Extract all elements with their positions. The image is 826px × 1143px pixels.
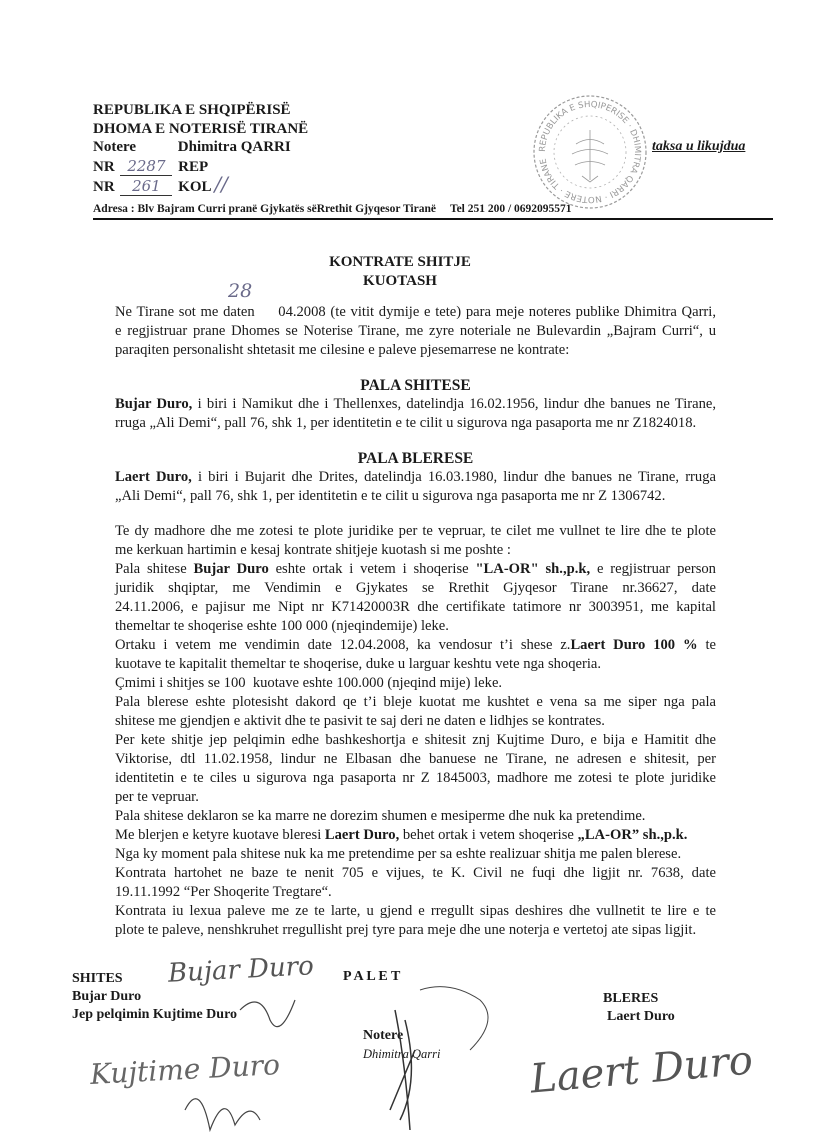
kol-number: 261 <box>120 177 172 196</box>
buyer-label: BLERES <box>603 991 659 1006</box>
notary-seal-stamp <box>530 92 650 212</box>
kol-line <box>93 172 308 196</box>
text-line <box>115 636 716 655</box>
paragraph-gap <box>115 506 716 522</box>
seller-handwritten-signature: Bujar Duro <box>167 951 315 989</box>
contract-paragraph <box>115 845 716 864</box>
text-line <box>115 864 716 883</box>
seal-text: REPUBLIKA E SHQIPERISE · DHIMITRA QARRI · NOTERE · TIRANE <box>537 99 643 205</box>
rep-number: 2287 <box>120 157 172 176</box>
text-line <box>115 655 716 674</box>
text-line <box>115 883 716 902</box>
text-line <box>115 826 716 845</box>
party-section <box>115 433 716 506</box>
notary-sign-label: Notere <box>363 1028 404 1043</box>
tax-paid-note: taksa u likujdua <box>652 139 746 154</box>
text: kuotave te kapitalit themeltar te shoqerise, duke u larguar keshtu vete nga shoqeria. <box>115 656 602 672</box>
text: Ortaku i vetem me vendimin date 12.04.2008, ka vendosur t’i shese z. <box>115 637 571 653</box>
text: Nga ky moment pala shitese nuk ka me pretendime per sa eshte realizuar shitja me palen blerese. <box>115 846 682 862</box>
paragraph-gap <box>115 433 716 449</box>
text-line <box>115 579 716 598</box>
bold-text: "LA-OR" sh.,p.k, <box>475 561 591 577</box>
text: juridik shqiptar, me Vendimin e Gjykates se Rrethit Gjyqesor Tirane nr.36627, date <box>115 580 716 596</box>
text: rruga „Ali Demi“, pall 76, shk 1, per identitetin e te cilit u sigurova nga pasaporta me nr Z1824018. <box>115 415 697 431</box>
text: Pala shitese deklaron se ka marre ne dorezim shumen e mesiperme dhe nuk ka pretendime. <box>115 808 646 824</box>
bold-text: Laert Duro, <box>115 469 192 485</box>
bold-text: Laert Duro 100 % <box>570 637 698 653</box>
republic-line: REPUBLIKA E SHQIPËRISË <box>93 102 291 118</box>
text: per te vepruar. <box>115 789 199 805</box>
text: Me blerjen e ketyre kuotave bleresi <box>115 827 325 843</box>
chamber-line: DHOMA E NOTERISË TIRANË <box>93 120 309 137</box>
text: identitetin e te ciles u sigurova nga pasaporta nr Z 1845003, madhore me zotesi te plote juridike <box>115 770 716 786</box>
text: 24.11.2006, e pajisur me Nipt nr K71420003R dhe certifikate tatimore nr 3003951, me kapital <box>115 599 716 615</box>
text: Viktorise, dtl 11.02.1958, lindur ne Elbasan dhe banuese ne Tirane, ne adresen e shitesit, per <box>115 751 716 767</box>
contract-paragraph <box>115 693 716 731</box>
text-line <box>115 731 716 750</box>
contract-paragraph <box>115 902 716 940</box>
text: eshte ortak i vetem i shoqerise <box>268 561 476 577</box>
eagle-emblem-icon <box>572 130 608 182</box>
text-line <box>115 807 716 826</box>
text-line <box>115 322 716 341</box>
notary-line <box>93 138 308 157</box>
text: e regjistruar person <box>590 561 716 577</box>
text: Ne Tirane sot me daten 04.2008 (te vitit dymije e tete) para meje noteres publike Dhimitra Qarri, <box>115 304 716 320</box>
notary-label: Notere <box>93 139 137 155</box>
signature-scribbles <box>150 960 710 1143</box>
bold-text: Laert Duro, <box>324 827 400 843</box>
contract-paragraph <box>115 636 716 674</box>
kol-handwritten-mark: // <box>214 172 228 196</box>
text-line <box>115 769 716 788</box>
paragraph-gap <box>115 360 716 376</box>
text-line <box>115 341 716 360</box>
text-line <box>115 522 716 541</box>
rep-label: REP <box>178 158 209 175</box>
text: behet ortak i vetem shoqerise <box>399 827 578 843</box>
text: me kerkuan hartimin e kesaj kontrate shitjeje kuotash si me poshte : <box>115 542 511 558</box>
handwritten-day: 28 <box>228 280 253 302</box>
contract-paragraph <box>115 864 716 902</box>
text-line <box>115 921 716 940</box>
text-line <box>115 845 716 864</box>
contract-body <box>115 303 716 940</box>
text: Pala shitese <box>115 561 194 577</box>
rep-nr-label: NR <box>93 158 115 175</box>
notary-name: Dhimitra QARRI <box>177 139 291 155</box>
text: Kontrata iu lexua paleve me ze te larte, u gjend e rregullt sipas deshires dhe vullnetit te lire e te <box>115 903 716 919</box>
bold-text: Bujar Duro <box>193 561 269 577</box>
section-heading: PALA SHITESE <box>360 377 471 394</box>
rep-line <box>93 157 308 176</box>
text: 19.11.1992 “Per Shoqerite Tregtare“. <box>115 884 332 900</box>
text-line <box>115 750 716 769</box>
contract-paragraph <box>115 506 716 560</box>
text-line <box>115 617 716 636</box>
text-line <box>115 674 716 693</box>
text: Per kete shitje jep pelqimin edhe bashkeshortja e shitesit znj Kujtime Duro, e bija e Hamitit dhe <box>115 732 716 748</box>
kol-label: KOL <box>178 179 211 195</box>
title-line-2: KUOTASH <box>363 273 437 289</box>
address-line <box>93 202 773 220</box>
notary-sign-name: Dhimitra Qarri <box>363 1047 441 1061</box>
text-line <box>115 788 716 807</box>
buyer-handwritten-signature: Laert Duro <box>528 1037 755 1103</box>
contract-paragraph <box>115 560 716 636</box>
seller-label: SHITES <box>72 971 123 986</box>
text: themeltar te shoqerise eshte 100 000 (njeqindemije) leke. <box>115 618 449 634</box>
text: Pala blerese eshte plotesisht dakord qe t’i bleje kuotat me kushtet e vena sa me siper nga pala <box>115 694 716 710</box>
spouse-consent: Jep pelqimin Kujtime Duro <box>72 1007 238 1022</box>
contract-paragraph <box>115 826 716 845</box>
text: i biri i Namikut dhe i Thellenxes, datelindja 16.02.1956, lindur dhe banues ne Tirane, <box>192 396 717 412</box>
text-line <box>115 395 716 414</box>
text-line <box>115 598 716 617</box>
telephone: Tel 251 200 / 0692095571 <box>449 203 572 215</box>
title-line-1: KONTRATE SHITJE <box>329 254 471 270</box>
buyer-name: Laert Duro <box>607 1009 675 1024</box>
spouse-handwritten-signature: Kujtime Duro <box>89 1048 281 1091</box>
text-line <box>115 693 716 712</box>
text-line <box>115 902 716 921</box>
bold-text: „LA-OR” sh.,p.k. <box>577 827 688 843</box>
contract-paragraph <box>115 731 716 807</box>
text: shitese me gjendjen e aktivit dhe te pasivit te saj deri ne daten e lidhjes se kontrates. <box>115 713 605 729</box>
text: Kontrata hartohet ne baze te nenit 705 e vijues, te K. Civil ne fuqi dhe ligjit nr. 7638, date <box>115 865 716 881</box>
party-section <box>115 360 716 433</box>
text: paraqiten personalisht shtetasit me cilesine e paleve pjesemarrese ne kontrate: <box>115 342 570 358</box>
text: Çmimi i shitjes se 100 kuotave eshte 100.000 (njeqind mije) leke. <box>115 675 503 691</box>
text: i biri i Bujarit dhe Drites, datelindja 16.03.1980, lindur dhe banues ne Tirane, rruga <box>191 469 716 485</box>
bold-text: Bujar Duro, <box>115 396 193 412</box>
text-line <box>115 414 716 433</box>
text: e regjistruar prane Dhomes se Noterise Tirane, me zyre noteriale ne Bulevardin „Bajram Curri“, u <box>115 323 716 339</box>
text-line <box>115 560 716 579</box>
contract-paragraph <box>115 674 716 693</box>
text: Te dy madhore dhe me zotesi te plote juridike per te vepruar, te cilet me vullnet te lire dhe te plote <box>115 523 716 539</box>
notary-header <box>93 101 308 194</box>
text-line <box>115 541 716 560</box>
text-line <box>115 468 716 487</box>
contract-title <box>0 253 800 291</box>
text: plote te paleve, nenshkruhet rregullisht prej tyre para meje dhe une noterja e vertetoj ate sipas ligjit. <box>115 922 697 938</box>
text: „Ali Demi“, pall 76, shk 1, per identitetin e te cilit u sigurova nga pasaporta me nr Z 1306742. <box>115 488 666 504</box>
contract-paragraph <box>115 807 716 826</box>
section-heading: PALA BLERESE <box>357 450 474 467</box>
contract-paragraph <box>115 303 716 360</box>
text-line <box>115 487 716 506</box>
kol-nr-label: NR <box>93 179 115 195</box>
text-line <box>115 303 716 322</box>
text-line <box>115 712 716 731</box>
text: te <box>697 637 717 653</box>
address-text: Adresa : Blv Bajram Curri pranë Gjykatës sëRrethit Gjyqesor Tiranë <box>93 203 436 215</box>
seller-name: Bujar Duro <box>72 989 142 1004</box>
parties-heading: P A L E T <box>343 969 401 984</box>
